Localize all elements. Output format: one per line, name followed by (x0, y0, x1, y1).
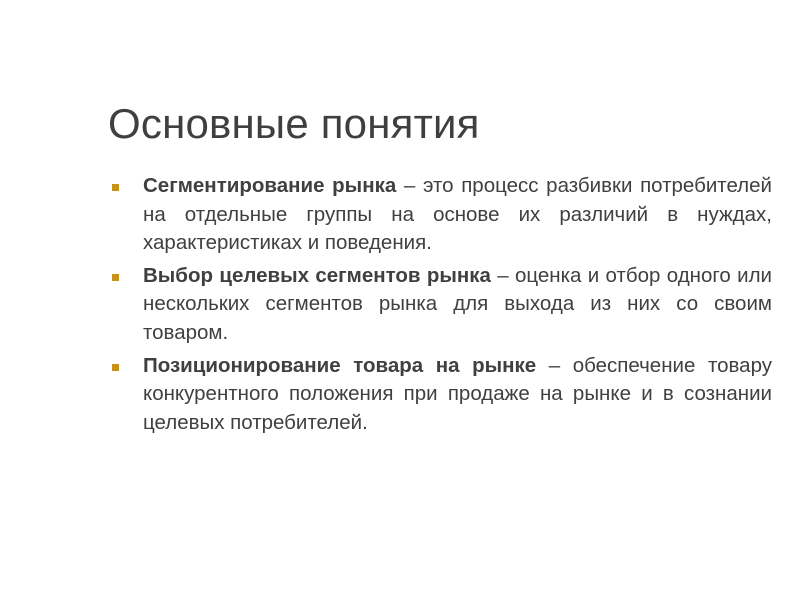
square-bullet-icon (112, 184, 119, 191)
bullet-list (108, 172, 772, 441)
square-bullet-icon (112, 274, 119, 281)
bullet-definition: – оценка и отбор одного или нескольких сегментов рынка для выхода из них со своим товаром. (143, 263, 772, 344)
bullet-definition: – обеспечение товару конкурентного положения при продаже на рынке и в сознании целевых потребителей. (143, 353, 772, 434)
bullet-definition: – это процесс разбивки потребителей на отдельные группы на основе их различий в нуждах, характеристиках и поведения. (143, 174, 772, 255)
bullet-term: Сегментирование рынка (143, 174, 397, 197)
bullet-item-positioning (108, 352, 772, 438)
bullet-item-targeting (108, 262, 772, 348)
square-bullet-icon (112, 364, 119, 371)
bullet-item-segmentation (108, 172, 772, 258)
slide-title: Основные понятия (108, 100, 480, 147)
bullet-term: Выбор целевых сегментов рынка (143, 263, 491, 287)
bullet-term: Позиционирование товара на рынке (143, 353, 537, 377)
